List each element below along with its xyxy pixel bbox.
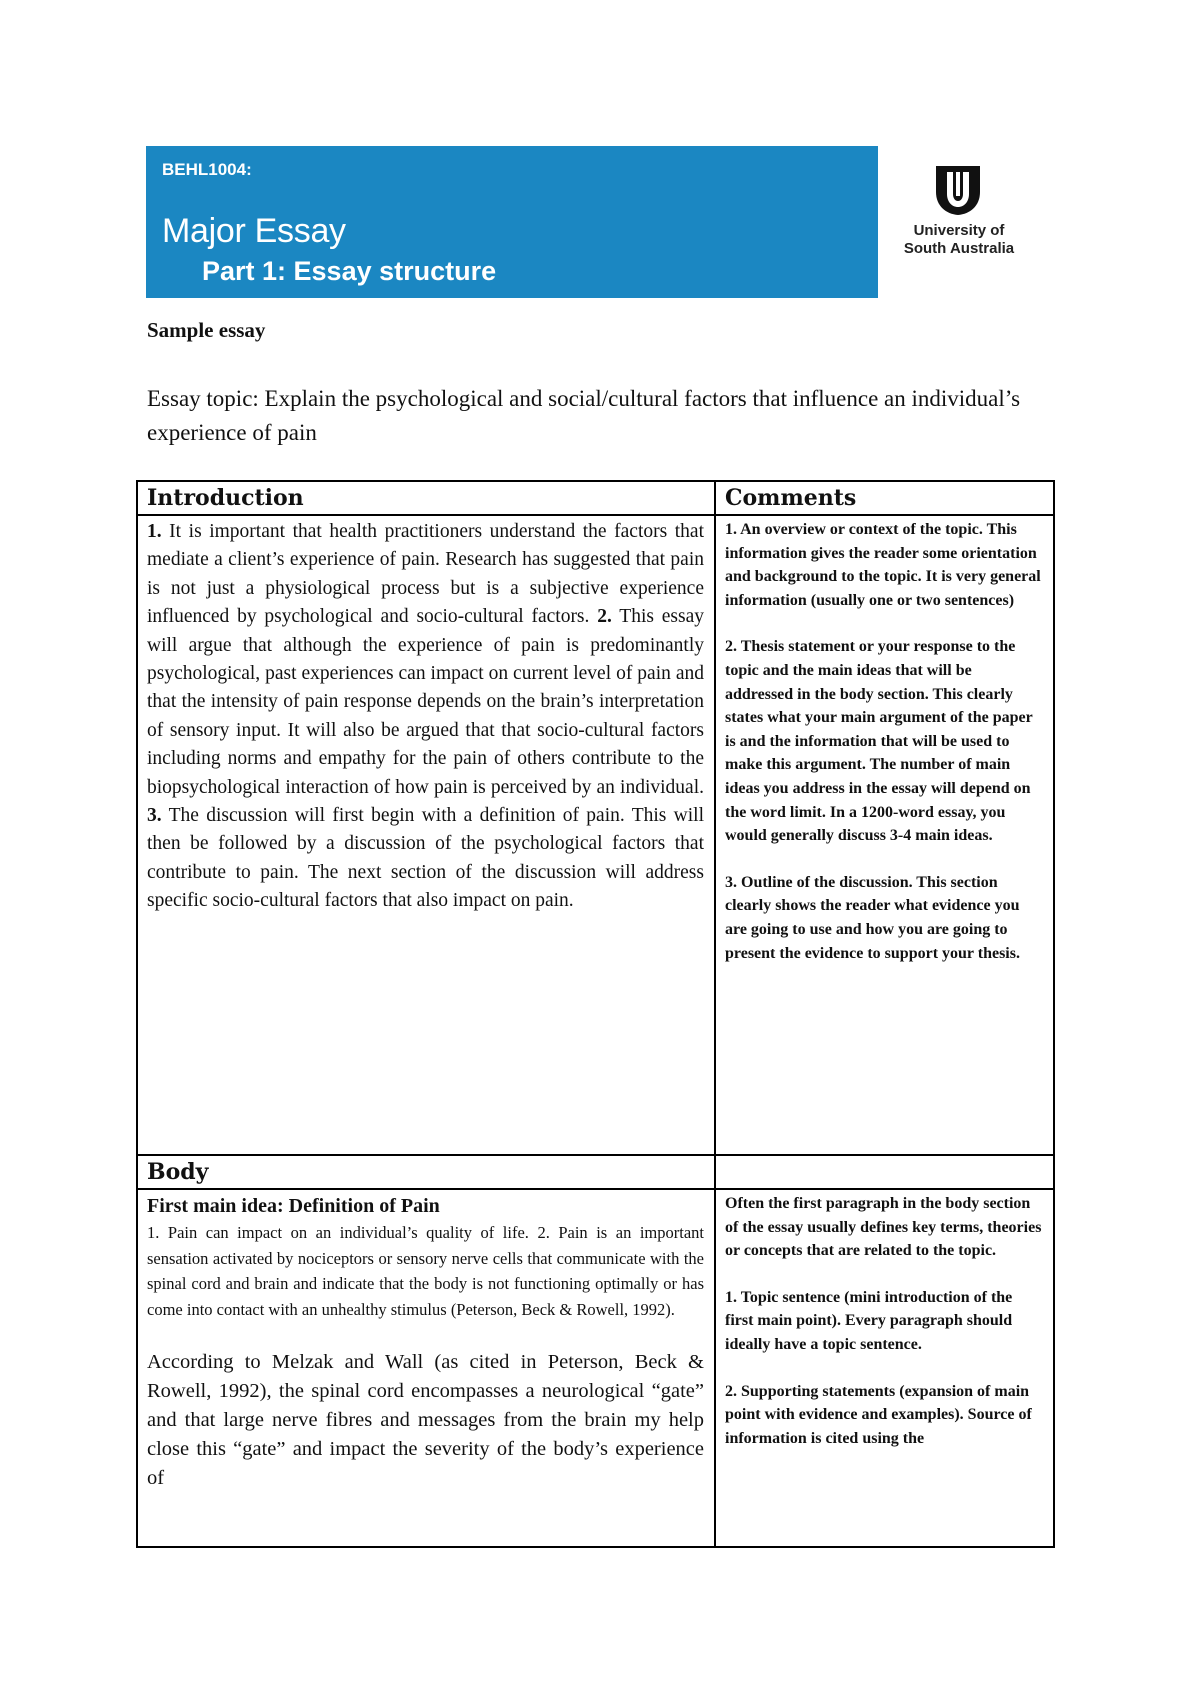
- body-header-row: [137, 1155, 1054, 1189]
- course-code: BEHL1004:: [162, 160, 252, 179]
- comment-item: 2. Supporting statements (expansion of main point with evidence and examples). Source of information is cited using the: [725, 1382, 1032, 1447]
- header-banner: [146, 146, 878, 298]
- university-name: University of South Australia: [903, 222, 1015, 257]
- introduction-cell: [137, 515, 715, 1155]
- document-subtitle: Part 1: Essay structure: [202, 256, 497, 286]
- body-paragraph: According to Melzak and Wall (as cited in Peterson, Beck & Rowell, 1992), the spinal cord encompasses a neurological “gate” and that large nerve fibres and messages from the brain my help close this “gate” and impact the severity of the body’s experience of: [147, 1351, 704, 1489]
- table-row: [137, 1189, 1054, 1547]
- section-heading: Sample essay: [147, 318, 266, 342]
- document-title: Major Essay: [162, 212, 346, 250]
- table-header-row: [137, 481, 1054, 515]
- unisa-shield-icon: [930, 164, 986, 216]
- comment-item: 2. Thesis statement or your response to the topic and the main ideas that will be addressed in the body section. This clearly states what your main argument of the paper is and the information that will be used to make this argument. The number of main ideas you address in the essay will depend on the word limit. In a 1200-word essay, you would generally discuss 3-4 main ideas.: [725, 638, 1033, 845]
- main-idea-heading: First main idea: Definition of Pain: [147, 1195, 440, 1217]
- essay-topic: Essay topic: Explain the psychological and social/cultural factors that influence an individual’s experience of pain: [147, 386, 1021, 445]
- introduction-paragraph: 1. It is important that health practitioners understand the factors that mediate a client’s experience of pain. Research has suggested that pain is not just a physiological process but is a subjective experience influenced by psychological and socio-cultural factors. 2. This essay will argue that although the experience of pain is predominantly psychological, past experiences can impact on current level of pain and that the intensity of pain response depends on the brain’s interpretation of sensory input. It will also be argued that that socio-cultural factors including norms and empathy for the pain of others contribute to the biopsychological interaction of how pain is perceived by an individual. 3. The discussion will first begin with a definition of pain. This will then be followed by a discussion of the psychological factors that contribute to pain. The next section of the discussion will address specific socio-cultural factors that also impact on pain.: [147, 521, 704, 912]
- table-row: [137, 515, 1054, 1155]
- essay-structure-table: [136, 480, 1055, 1548]
- comment-item: 3. Outline of the discussion. This section clearly shows the reader what evidence you are going to use and how you are going to present the evidence to support your thesis.: [725, 873, 1020, 962]
- introduction-comments-cell: [715, 515, 1054, 1155]
- body-comments-cell: [715, 1189, 1054, 1547]
- comments-header: Comments: [715, 481, 1054, 515]
- introduction-header: Introduction: [137, 481, 715, 515]
- empty-cell: [715, 1155, 1054, 1189]
- comment-item: 1. Topic sentence (mini introduction of the first main point). Every paragraph should ideally have a topic sentence.: [725, 1288, 1013, 1353]
- body-cell: [137, 1189, 715, 1547]
- comment-list: [725, 518, 1043, 965]
- comment-item: 1. An overview or context of the topic. This information gives the reader some orientation and background to the topic. It is very general information (usually one or two sentences): [725, 521, 1041, 609]
- university-logo: [884, 164, 1034, 274]
- comment-item: Often the first paragraph in the body section of the essay usually defines key terms, theories or concepts that are related to the topic.: [725, 1195, 1042, 1260]
- body-header: Body: [137, 1155, 715, 1189]
- body-paragraph: 1. Pain can impact on an individual’s quality of life. 2. Pain is an important sensation activated by nociceptors or sensory nerve cells that communicate with the spinal cord and brain and indicate that the body is not functioning optimally or has come into contact with an unhealthy stimulus (Peterson, Beck & Rowell, 1992).: [147, 1223, 704, 1319]
- comment-list: [725, 1192, 1043, 1450]
